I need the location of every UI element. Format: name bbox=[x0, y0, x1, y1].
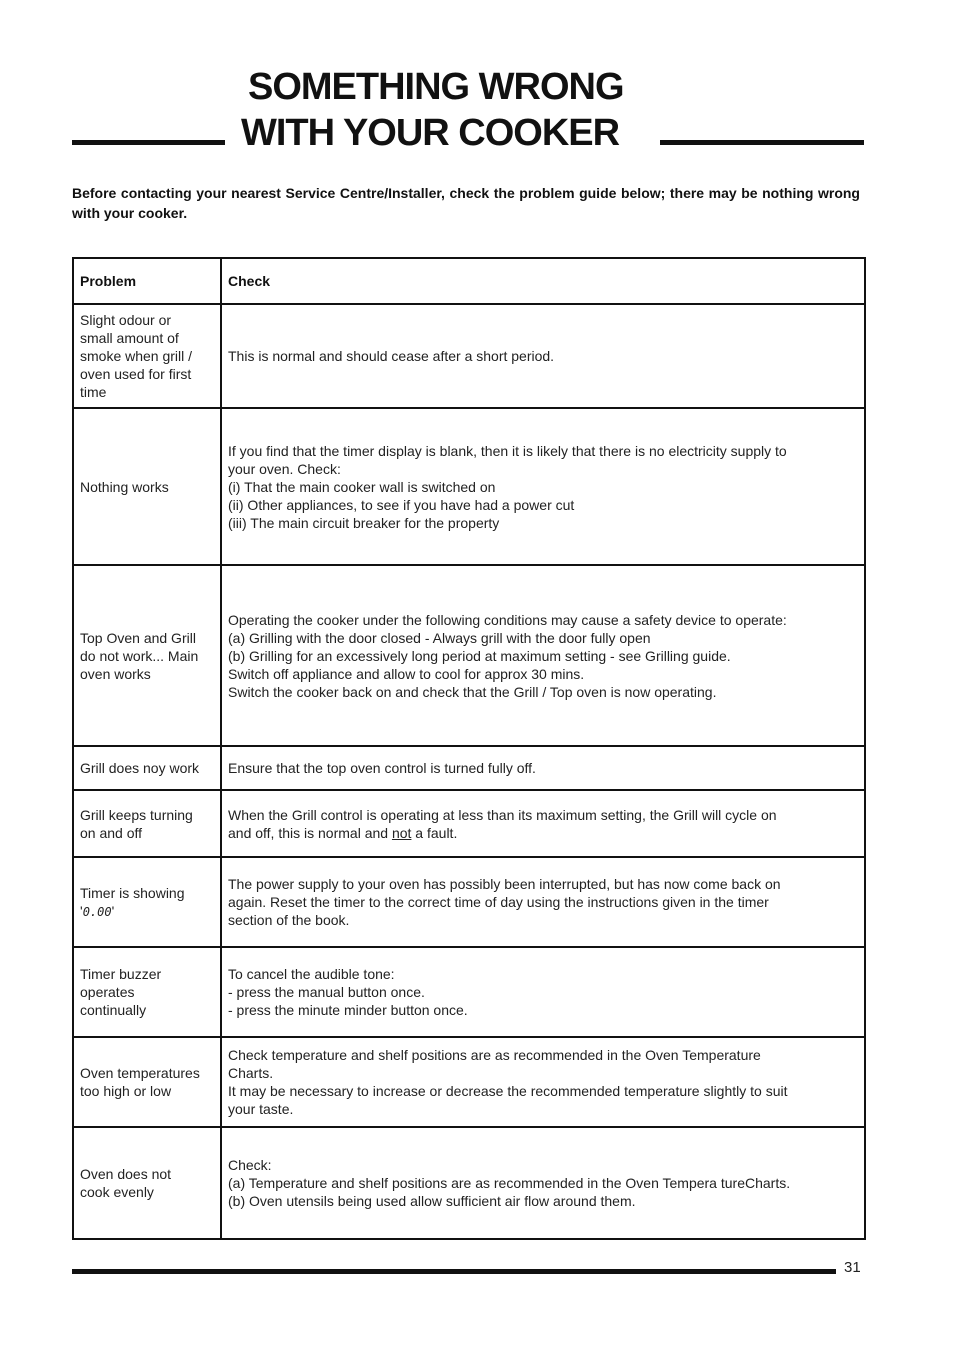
check-cell: Check: (a) Temperature and shelf positions are as recommended in the Oven Tempera tureCharts. (b) Oven utensils being used allow sufficient air flow around them. bbox=[221, 1127, 865, 1239]
check-cell: This is normal and should cease after a short period. bbox=[221, 304, 865, 408]
check-cell: To cancel the audible tone: - press the manual button once. - press the minute minder button once. bbox=[221, 947, 865, 1037]
problem-cell: Nothing works bbox=[73, 408, 221, 565]
title-line-1: SOMETHING WRONG bbox=[248, 66, 624, 108]
emphasis-not: not bbox=[391, 824, 412, 841]
check-cell: The power supply to your oven has possibly been interrupted, but has now come back on again. Reset the timer to the correct time of day using the instructions given in the timer section of the book. bbox=[221, 857, 865, 947]
problem-cell: Slight odour or small amount of smoke when grill / oven used for first time bbox=[73, 304, 221, 408]
header-problem: Problem bbox=[73, 258, 221, 304]
intro-paragraph: Before contacting your nearest Service Centre/Installer, check the problem guide below; there may be nothing wrong with your cooker. bbox=[72, 185, 860, 221]
table-row bbox=[73, 857, 865, 947]
page-number: 31 bbox=[844, 1259, 861, 1276]
problem-cell: Top Oven and Grill do not work... Main oven works bbox=[73, 565, 221, 746]
table-row bbox=[73, 746, 865, 790]
table-row bbox=[73, 304, 865, 408]
timer-digits-display: 0.00 bbox=[82, 904, 112, 919]
title-rule-right bbox=[660, 140, 864, 145]
problem-cell: Grill does noy work bbox=[73, 746, 221, 790]
table-row bbox=[73, 565, 865, 746]
check-cell: Operating the cooker under the following conditions may cause a safety device to operate: (a) Grilling with the door closed - Always grill with the door fully open (b) Grilling for an excessively long period at maximum setting - see Grilling guide. Switch off appliance and allow to cool for approx 30 mins. Switch the cooker back on and check that the Grill / Top oven is now operating. bbox=[221, 565, 865, 746]
check-cell: When the Grill control is operating at less than its maximum setting, the Grill will cycle on and off, this is normal and not a fault. bbox=[221, 790, 865, 857]
header-check: Check bbox=[221, 258, 865, 304]
problem-cell: Grill keeps turning on and off bbox=[73, 790, 221, 857]
problem-cell: Timer is showing '0.00' bbox=[73, 857, 221, 947]
title-rule-left bbox=[72, 140, 225, 145]
table-row bbox=[73, 1037, 865, 1127]
table-row bbox=[73, 947, 865, 1037]
problem-cell: Oven does not cook evenly bbox=[73, 1127, 221, 1239]
table-header-row bbox=[73, 258, 865, 304]
table-row bbox=[73, 1127, 865, 1239]
problem-guide-table bbox=[72, 257, 866, 1240]
footer-rule bbox=[72, 1269, 836, 1274]
table-row bbox=[73, 790, 865, 857]
problem-cell: Timer buzzer operates continually bbox=[73, 947, 221, 1037]
check-cell: If you find that the timer display is blank, then it is likely that there is no electricity supply to your oven. Check: (i) That the main cooker wall is switched on (ii) Other appliances, to see if you have had a power cut (iii) The main circuit breaker for the property bbox=[221, 408, 865, 565]
check-cell: Check temperature and shelf positions are as recommended in the Oven Temperature Charts. It may be necessary to increase or decrease the recommended temperature slightly to suit your taste. bbox=[221, 1037, 865, 1127]
title-line-2: WITH YOUR COOKER bbox=[241, 112, 620, 154]
problem-cell: Oven temperatures too high or low bbox=[73, 1037, 221, 1127]
check-cell: Ensure that the top oven control is turned fully off. bbox=[221, 746, 865, 790]
table-row bbox=[73, 408, 865, 565]
